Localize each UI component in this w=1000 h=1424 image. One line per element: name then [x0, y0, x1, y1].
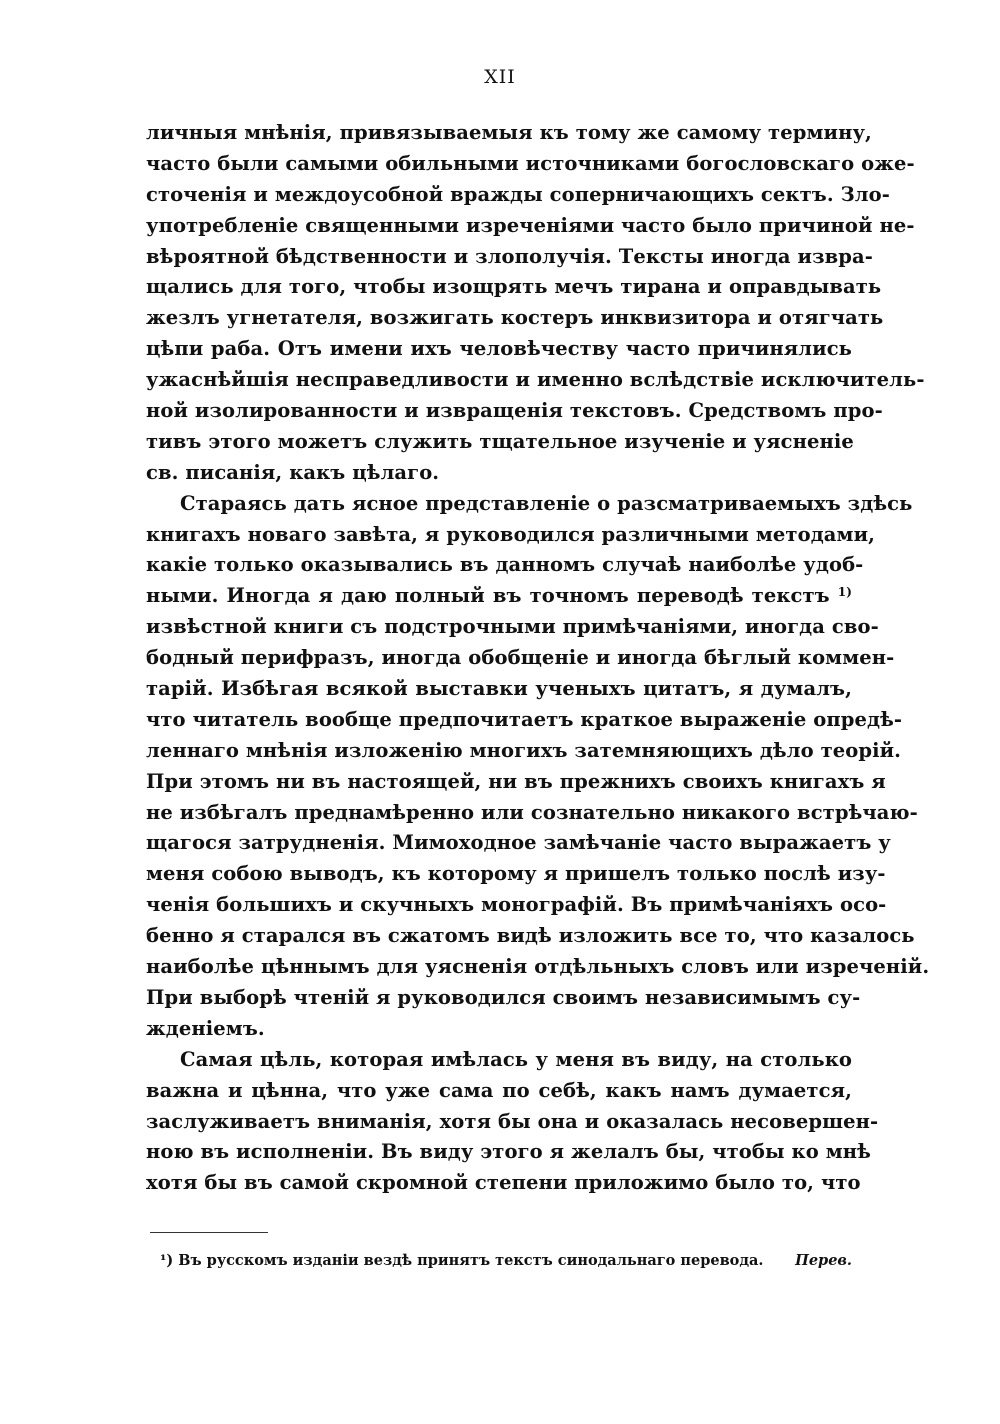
- text-line: ченія большихъ и скучныхъ монографій. Въ примѣчаніяхъ осо-: [146, 893, 887, 917]
- footnote-text: ¹) Въ русскомъ изданіи вездѣ принятъ текстъ синодальнаго перевода.: [160, 1252, 764, 1269]
- text-line: книгахъ новаго завѣта, я руководился различными методами,: [146, 522, 876, 546]
- text-line: леннаго мнѣнія изложенію многихъ затемняющихъ дѣло теорій.: [146, 738, 902, 762]
- text-line: употребленіе священными изреченіями часто было причиной не-: [146, 213, 915, 237]
- footnote-signature: Перев.: [795, 1252, 852, 1269]
- text-line: какіе только оказывались въ данномъ случаѣ наиболѣе удоб-: [146, 553, 864, 577]
- text-line: ною въ исполненіи. Въ виду этого я желалъ бы, чтобы ко мнѣ: [146, 1140, 871, 1164]
- text-line: ной изолированности и извращенія текстовъ. Средствомъ про-: [146, 399, 883, 423]
- text-line: При выборѣ чтеній я руководился своимъ независимымъ су-: [146, 985, 861, 1009]
- text-line: извѣстной книги съ подстрочными примѣчаніями, иногда сво-: [146, 615, 879, 639]
- text-line: жезлъ угнетателя, возжигать костеръ инквизитора и отягчать: [146, 306, 884, 330]
- text-line: заслуживаетъ вниманія, хотя бы она и оказалась несовершен-: [146, 1109, 879, 1133]
- text-line: не избѣгалъ преднамѣренно или сознательно никакого встрѣчаю-: [146, 800, 918, 824]
- footnote: [160, 1252, 852, 1269]
- text-line: цѣпи раба. Отъ имени ихъ человѣчеству часто причинялись: [146, 337, 852, 361]
- text-line: ужаснѣйшія несправедливости и именно вслѣдствіе исключитель-: [146, 368, 925, 392]
- text-line: При этомъ ни въ настоящей, ни въ прежнихъ своихъ книгахъ я: [146, 769, 886, 793]
- text-line: хотя бы въ самой скромной степени приложимо было то, что: [146, 1171, 861, 1195]
- text-line: сточенія и междоусобной вражды соперничающихъ сектъ. Зло-: [146, 182, 890, 206]
- text-line: щались для того, чтобы изощрять мечъ тирана и оправдывать: [146, 275, 882, 299]
- text-line: вѣроятной бѣдственности и злополучія. Тексты иногда извра-: [146, 244, 873, 268]
- text-line: щагося затрудненія. Мимоходное замѣчаніе часто выражаетъ у: [146, 831, 891, 855]
- footnote-separator: [150, 1232, 268, 1233]
- text-line: Стараясь дать ясное представленіе о разсматриваемыхъ здѣсь: [180, 491, 913, 515]
- text-line: личныя мнѣнія, привязываемыя къ тому же самому термину,: [146, 121, 872, 144]
- text-line: бенно я старался въ сжатомъ видѣ изложить все то, что казалось: [146, 924, 915, 948]
- page-number: XII: [484, 66, 516, 88]
- text-line: что читатель вообще предпочитаетъ краткое выраженіе опредѣ-: [146, 707, 903, 731]
- text-line: тарій. Избѣгая всякой выставки ученыхъ цитатъ, я думалъ,: [146, 677, 852, 701]
- text-line: Самая цѣль, которая имѣлась у меня въ виду, на столько: [180, 1047, 852, 1071]
- text-line: тивъ этого можетъ служить тщательное изученіе и уясненіе: [146, 429, 854, 453]
- text-line: важна и цѣнна, что уже сама по себѣ, какъ намъ думается,: [146, 1078, 852, 1102]
- footnote-reference: 1): [837, 585, 852, 600]
- text-line: жденіемъ.: [146, 1016, 265, 1040]
- text-line-with-footnote: [146, 581, 852, 612]
- text-line: бодный перифразъ, иногда обобщеніе и иногда бѣглый коммен-: [146, 646, 895, 670]
- text-line: св. писанія, какъ цѣлаго.: [146, 460, 440, 484]
- text-line: меня собою выводъ, къ которому я пришелъ только послѣ изу-: [146, 862, 886, 886]
- text-fragment: ными. Иногда я даю полный въ точномъ переводѣ текстъ: [146, 584, 830, 608]
- text-line: наиболѣе цѣннымъ для уясненія отдѣльныхъ словъ или изреченій.: [146, 955, 930, 979]
- main-text: [146, 118, 930, 1199]
- text-line: часто были самыми обильными источниками богословскаго оже-: [146, 151, 915, 175]
